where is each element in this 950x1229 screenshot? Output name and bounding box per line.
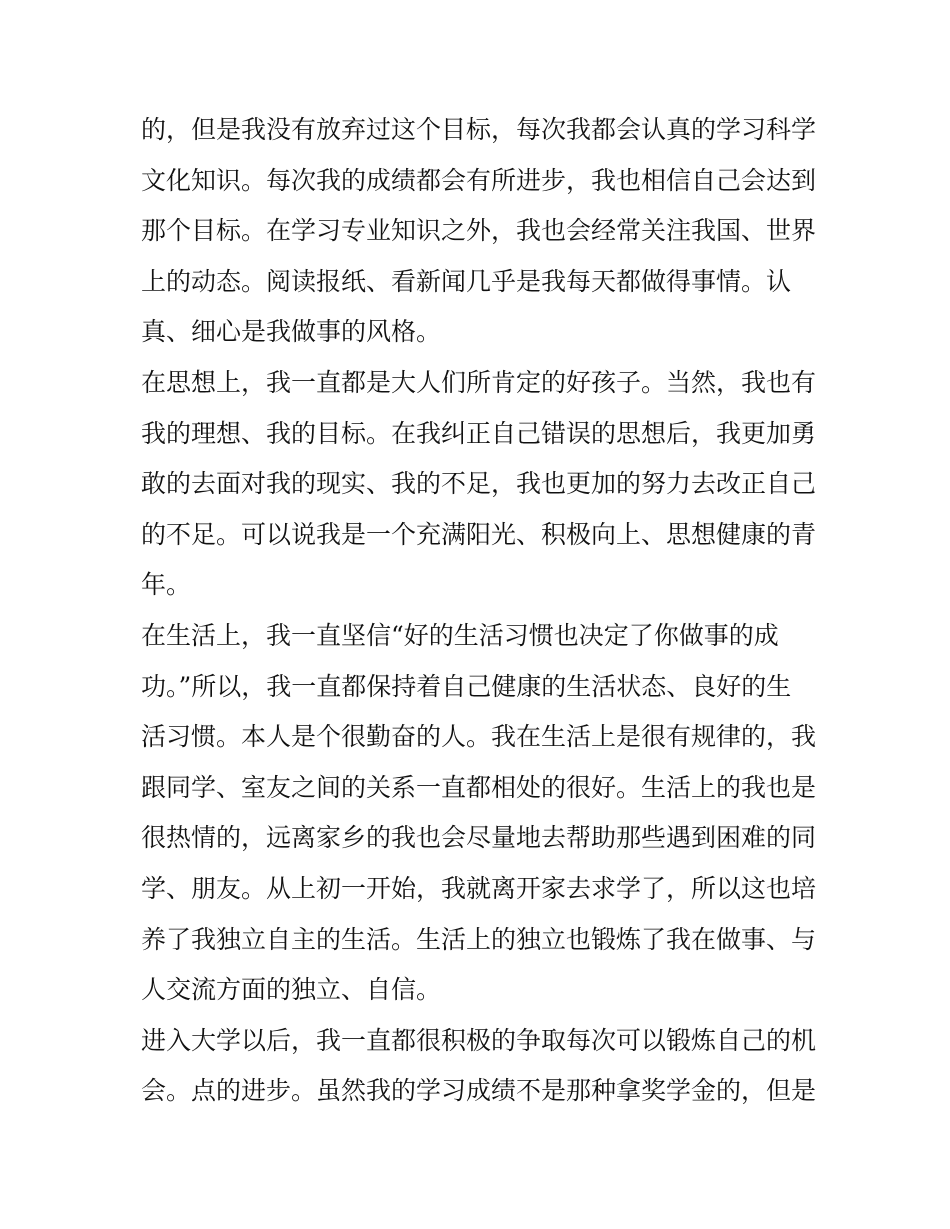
text-line: 真、细心是我做事的风格。: [141, 317, 442, 347]
text-line: 跟同学、室友之间的关系一直都相处的很好。生活上的我也是: [141, 772, 817, 802]
text-line: 上的动态。阅读报纸、看新闻几乎是我每天都做得事情。认: [141, 266, 792, 296]
document-body: [141, 105, 821, 1117]
text-line: 我的理想、我的目标。在我纠正自己错误的思想后，我更加勇: [141, 418, 817, 448]
text-line: 会。点的进步。虽然我的学习成绩不是那种拿奖学金的，但是: [141, 1076, 817, 1106]
text-line: 功。”所以，我一直都保持着自己健康的生活状态、良好的生: [141, 671, 792, 701]
text-line: 在生活上，我一直坚信“好的生活习惯也决定了你做事的成: [141, 620, 779, 650]
text-line: 的，但是我没有放弃过这个目标，每次我都会认真的学习科学: [141, 115, 817, 144]
text-line: 学、朋友。从上初一开始，我就离开家去求学了，所以这也培: [141, 873, 817, 903]
text-line: 年。: [141, 570, 192, 600]
text-line: 人交流方面的独立、自信。: [141, 975, 442, 1005]
text-line: 养了我独立自主的生活。生活上的独立也锻炼了我在做事、与: [141, 924, 817, 954]
text-line: 文化知识。每次我的成绩都会有所进步，我也相信自己会达到: [141, 165, 817, 195]
text-line: 的不足。可以说我是一个充满阳光、积极向上、思想健康的青: [141, 519, 817, 549]
text-line: 在思想上，我一直都是大人们所肯定的好孩子。当然，我也有: [141, 367, 817, 397]
text-line: 活习惯。本人是个很勤奋的人。我在生活上是很有规律的，我: [141, 722, 817, 752]
text-line: 进入大学以后，我一直都很积极的争取每次可以锻炼自己的机: [141, 1025, 817, 1055]
text-line: 敢的去面对我的现实、我的不足，我也更加的努力去改正自己: [141, 469, 817, 499]
text-line: 那个目标。在学习专业知识之外，我也会经常关注我国、世界: [141, 216, 817, 246]
text-line: 很热情的，远离家乡的我也会尽量地去帮助那些遇到困难的同: [141, 823, 817, 853]
